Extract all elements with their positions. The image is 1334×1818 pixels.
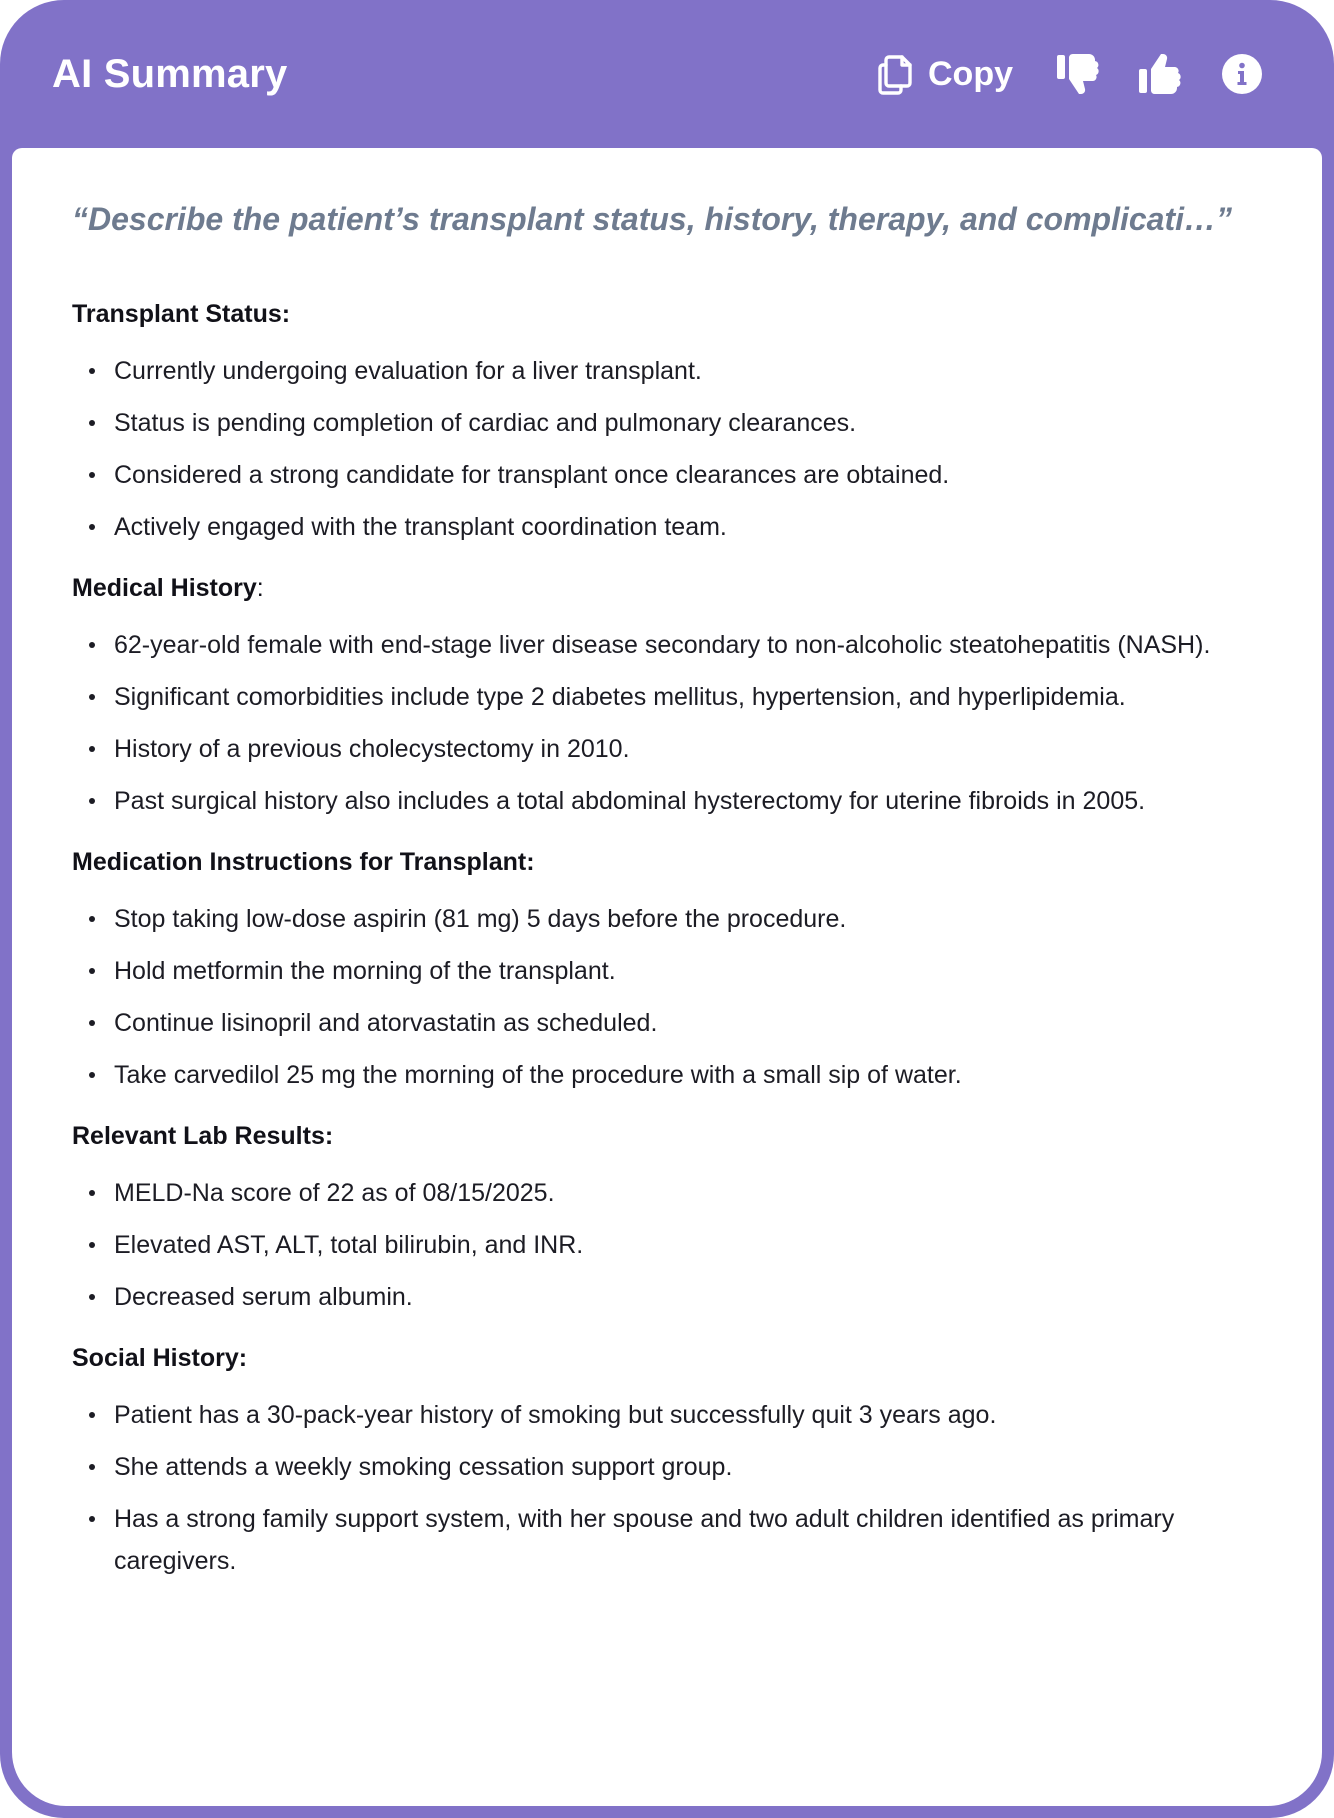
bullet-dot bbox=[89, 1464, 95, 1470]
list-item-text: She attends a weekly smoking cessation support group. bbox=[114, 1453, 733, 1481]
card-title: AI Summary bbox=[52, 52, 288, 96]
bullet-dot bbox=[89, 1072, 95, 1078]
bullet-dot bbox=[89, 420, 95, 426]
list-item bbox=[72, 728, 1262, 770]
list-item bbox=[72, 780, 1262, 822]
section-heading-colon: : bbox=[256, 574, 264, 602]
thumbs-up-button[interactable] bbox=[1136, 50, 1184, 98]
list-item bbox=[72, 454, 1262, 496]
bullet-dot bbox=[89, 1190, 95, 1196]
list-item bbox=[72, 624, 1262, 666]
list-item bbox=[72, 1394, 1262, 1436]
list-item bbox=[72, 1498, 1262, 1582]
list-item-text: 62-year-old female with end-stage liver disease secondary to non-alcoholic steatohepatitis (NASH). bbox=[114, 631, 1211, 659]
list-item-text: Decreased serum albumin. bbox=[114, 1283, 413, 1311]
section-social-history bbox=[72, 1338, 1262, 1582]
info-icon bbox=[1221, 53, 1263, 95]
list-item-text: Continue lisinopril and atorvastatin as scheduled. bbox=[114, 1009, 658, 1037]
list-item bbox=[72, 1172, 1262, 1214]
bullet-dot bbox=[89, 798, 95, 804]
list-item-text: Status is pending completion of cardiac and pulmonary clearances. bbox=[114, 409, 857, 437]
bullet-list bbox=[72, 1394, 1262, 1582]
copy-icon bbox=[876, 53, 914, 95]
bullet-list bbox=[72, 898, 1262, 1096]
list-item bbox=[72, 1002, 1262, 1044]
summary-content bbox=[72, 294, 1262, 1602]
bullet-dot bbox=[89, 916, 95, 922]
bullet-dot bbox=[89, 1020, 95, 1026]
list-item-text: MELD-Na score of 22 as of 08/15/2025. bbox=[114, 1179, 555, 1207]
bullet-dot bbox=[89, 642, 95, 648]
list-item-text: Actively engaged with the transplant coordination team. bbox=[114, 513, 727, 541]
list-item bbox=[72, 950, 1262, 992]
list-item-text: Hold metformin the morning of the transplant. bbox=[114, 957, 616, 985]
bullet-list bbox=[72, 1172, 1262, 1318]
list-item bbox=[72, 1054, 1262, 1096]
list-item bbox=[72, 676, 1262, 718]
bullet-dot bbox=[89, 1242, 95, 1248]
copy-button[interactable] bbox=[876, 48, 1013, 100]
bullet-list bbox=[72, 624, 1262, 822]
section-transplant-status bbox=[72, 294, 1262, 548]
bullet-dot bbox=[89, 746, 95, 752]
card-header bbox=[0, 0, 1334, 148]
list-item-text: Considered a strong candidate for transplant once clearances are obtained. bbox=[114, 461, 950, 489]
list-item bbox=[72, 898, 1262, 940]
bullet-dot bbox=[89, 968, 95, 974]
list-item bbox=[72, 1224, 1262, 1266]
list-item-text: Currently undergoing evaluation for a liver transplant. bbox=[114, 357, 702, 385]
section-lab-results bbox=[72, 1116, 1262, 1318]
list-item-text: Elevated AST, ALT, total bilirubin, and INR. bbox=[114, 1231, 584, 1259]
list-item-text: Take carvedilol 25 mg the morning of the procedure with a small sip of water. bbox=[114, 1061, 962, 1089]
thumbs-up-icon bbox=[1137, 52, 1183, 96]
bullet-dot bbox=[89, 472, 95, 478]
list-item bbox=[72, 350, 1262, 392]
bullet-list bbox=[72, 350, 1262, 548]
list-item-text: Past surgical history also includes a total abdominal hysterectomy for uterine fibroids in 2005. bbox=[114, 787, 1146, 815]
summary-panel bbox=[12, 148, 1322, 1806]
bullet-dot bbox=[89, 1294, 95, 1300]
list-item-text: Significant comorbidities include type 2 diabetes mellitus, hypertension, and hyperlipidemia. bbox=[114, 683, 1126, 711]
section-medication-instructions bbox=[72, 842, 1262, 1096]
section-heading: Relevant Lab Results: bbox=[72, 1122, 334, 1150]
thumbs-down-icon bbox=[1055, 52, 1101, 96]
copy-label: Copy bbox=[928, 55, 1013, 93]
bullet-dot bbox=[89, 694, 95, 700]
info-button[interactable] bbox=[1218, 50, 1266, 98]
list-item bbox=[72, 1446, 1262, 1488]
section-medical-history bbox=[72, 568, 1262, 822]
section-heading: Medication Instructions for Transplant: bbox=[72, 848, 535, 876]
section-heading: Social History: bbox=[72, 1344, 248, 1372]
list-item-text: Patient has a 30-pack-year history of smoking but successfully quit 3 years ago. bbox=[114, 1401, 997, 1429]
bullet-dot bbox=[89, 368, 95, 374]
list-item bbox=[72, 1276, 1262, 1318]
section-heading: Transplant Status: bbox=[72, 300, 291, 328]
list-item-text: Has a strong family support system, with her spouse and two adult children identified as primary caregivers. bbox=[114, 1505, 1175, 1575]
section-heading-text: Medical History bbox=[72, 574, 257, 602]
prompt-text: “Describe the patient’s transplant status, history, therapy, and complicati…” bbox=[72, 201, 1232, 237]
bullet-dot bbox=[89, 524, 95, 530]
thumbs-down-button[interactable] bbox=[1054, 50, 1102, 98]
list-item bbox=[72, 402, 1262, 444]
list-item-text: History of a previous cholecystectomy in 2010. bbox=[114, 735, 630, 763]
bullet-dot bbox=[89, 1516, 95, 1522]
bullet-dot bbox=[89, 1412, 95, 1418]
list-item bbox=[72, 506, 1262, 548]
list-item-text: Stop taking low-dose aspirin (81 mg) 5 days before the procedure. bbox=[114, 905, 847, 933]
section-heading bbox=[72, 568, 1262, 608]
